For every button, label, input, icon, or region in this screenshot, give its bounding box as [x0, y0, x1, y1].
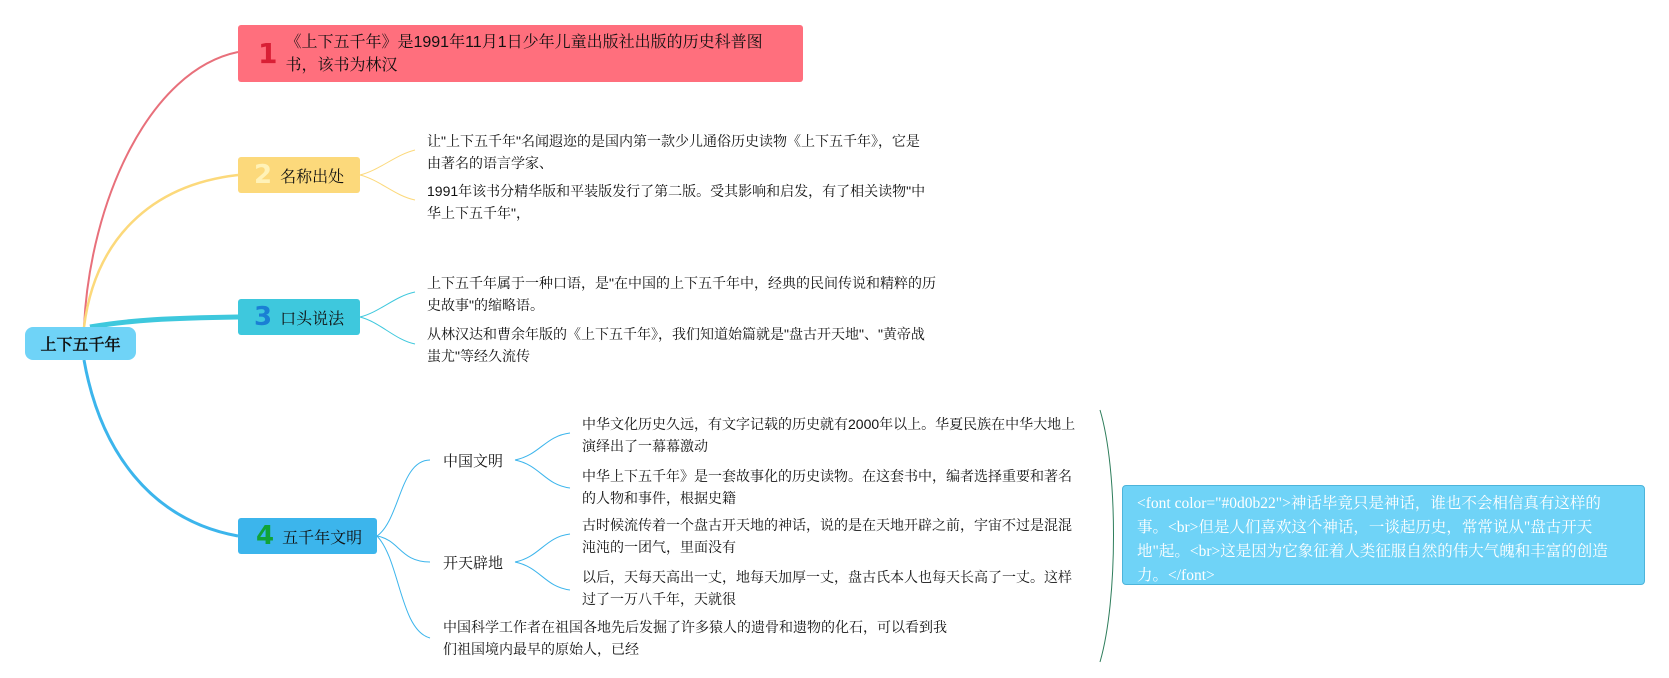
connector-topic3-leaf2 [360, 317, 415, 344]
topic-4-label: 五千年文明 [282, 529, 363, 547]
topic-1[interactable] [238, 25, 803, 82]
connector-root-topic1 [84, 52, 238, 327]
topic-4-number: 4 [256, 521, 275, 551]
topic-2-leaf-2[interactable]: 1991年该书分精华版和平装版发行了第二版。受其影响和启发，有了相关读物"中华上下五千年"， [427, 183, 926, 221]
connector-topic2-leaf2 [360, 175, 415, 200]
subtopic-chinese-civilization[interactable]: 中国文明 [443, 453, 504, 470]
topic-3-leaf-2[interactable]: 从林汉达和曹余年版的《上下五千年》，我们知道始篇就是"盘古开天地"、"黄帝战蚩尤"等经久流传 [427, 326, 925, 364]
topic-2[interactable] [238, 157, 360, 193]
topic-1-label: 《上下五千年》是1991年11月1日少年儿童出版社出版的历史科普图书，该书为林汉 [285, 33, 763, 74]
root-topic-label: 上下五千年 [40, 337, 121, 354]
topic-3-number: 3 [254, 302, 273, 332]
connector-sub1-leaf2 [515, 460, 570, 488]
topic-2-number: 2 [254, 160, 273, 190]
connector-sub1-leaf1 [515, 433, 570, 460]
subtopic-1-leaf-2[interactable]: 中华上下五千年》是一套故事化的历史读物。在这套书中，编者选择重要和著名的人物和事件，根据史籍 [582, 468, 1072, 506]
connector-sub2-leaf1 [515, 534, 570, 562]
connector-topic2-leaf1 [360, 150, 415, 175]
connector-sub2-leaf2 [515, 562, 570, 590]
root-topic[interactable] [25, 327, 136, 360]
connector-root-topic2 [84, 175, 238, 327]
connector-topic4-leaf [377, 536, 430, 638]
summary-callout-text: <font color="#0d0b22">神话毕竟只是神话，谁也不会相信真有这样的事。<br>但是人们喜欢这个神话，一谈起历史，常常说从"盘古开天地"起。<br>这是因为它象征着人类征服自然的伟大气魄和丰富的创造力。</font> [1137, 495, 1608, 584]
connector-topic4-sub1 [377, 460, 430, 536]
connector-root-topic3 [90, 317, 238, 327]
topic-4[interactable] [238, 518, 377, 554]
subtopic-2-leaf-2[interactable]: 以后，天每天高出一丈，地每天加厚一丈，盘古氏本人也每天长高了一丈。这样过了一万八千年，天就很 [582, 569, 1072, 607]
topic-2-label: 名称出处 [280, 168, 345, 186]
topic-3[interactable] [238, 299, 360, 335]
connector-topic3-leaf1 [360, 292, 415, 317]
topic-3-label: 口头说法 [280, 310, 345, 328]
connector-topic4-sub2 [377, 536, 430, 562]
topic-1-number: 1 [258, 36, 278, 70]
subtopic-2-leaf-1[interactable]: 古时候流传着一个盘古开天地的神话，说的是在天地开辟之前，宇宙不过是混混沌沌的一团气，里面没有 [582, 517, 1072, 555]
summary-callout[interactable] [1122, 485, 1645, 585]
topic-2-leaf-1[interactable]: 让"上下五千年"名闻遐迩的是国内第一款少儿通俗历史读物《上下五千年》，它是由著名的语言学家、 [427, 133, 920, 171]
topic-4-leaf[interactable]: 中国科学工作者在祖国各地先后发掘了许多猿人的遗骨和遗物的化石，可以看到我们祖国境内最早的原始人，已经 [443, 619, 947, 657]
summary-bracket [1100, 410, 1114, 662]
subtopic-creation[interactable]: 开天辟地 [443, 555, 504, 572]
topic-3-leaf-1[interactable]: 上下五千年属于一种口语，是"在中国的上下五千年中，经典的民间传说和精粹的历史故事"的缩略语。 [427, 275, 936, 313]
connector-root-topic4 [84, 360, 238, 536]
subtopic-1-leaf-1[interactable]: 中华文化历史久远，有文字记载的历史就有2000年以上。华夏民族在中华大地上演绎出了一幕幕激动 [582, 416, 1076, 454]
